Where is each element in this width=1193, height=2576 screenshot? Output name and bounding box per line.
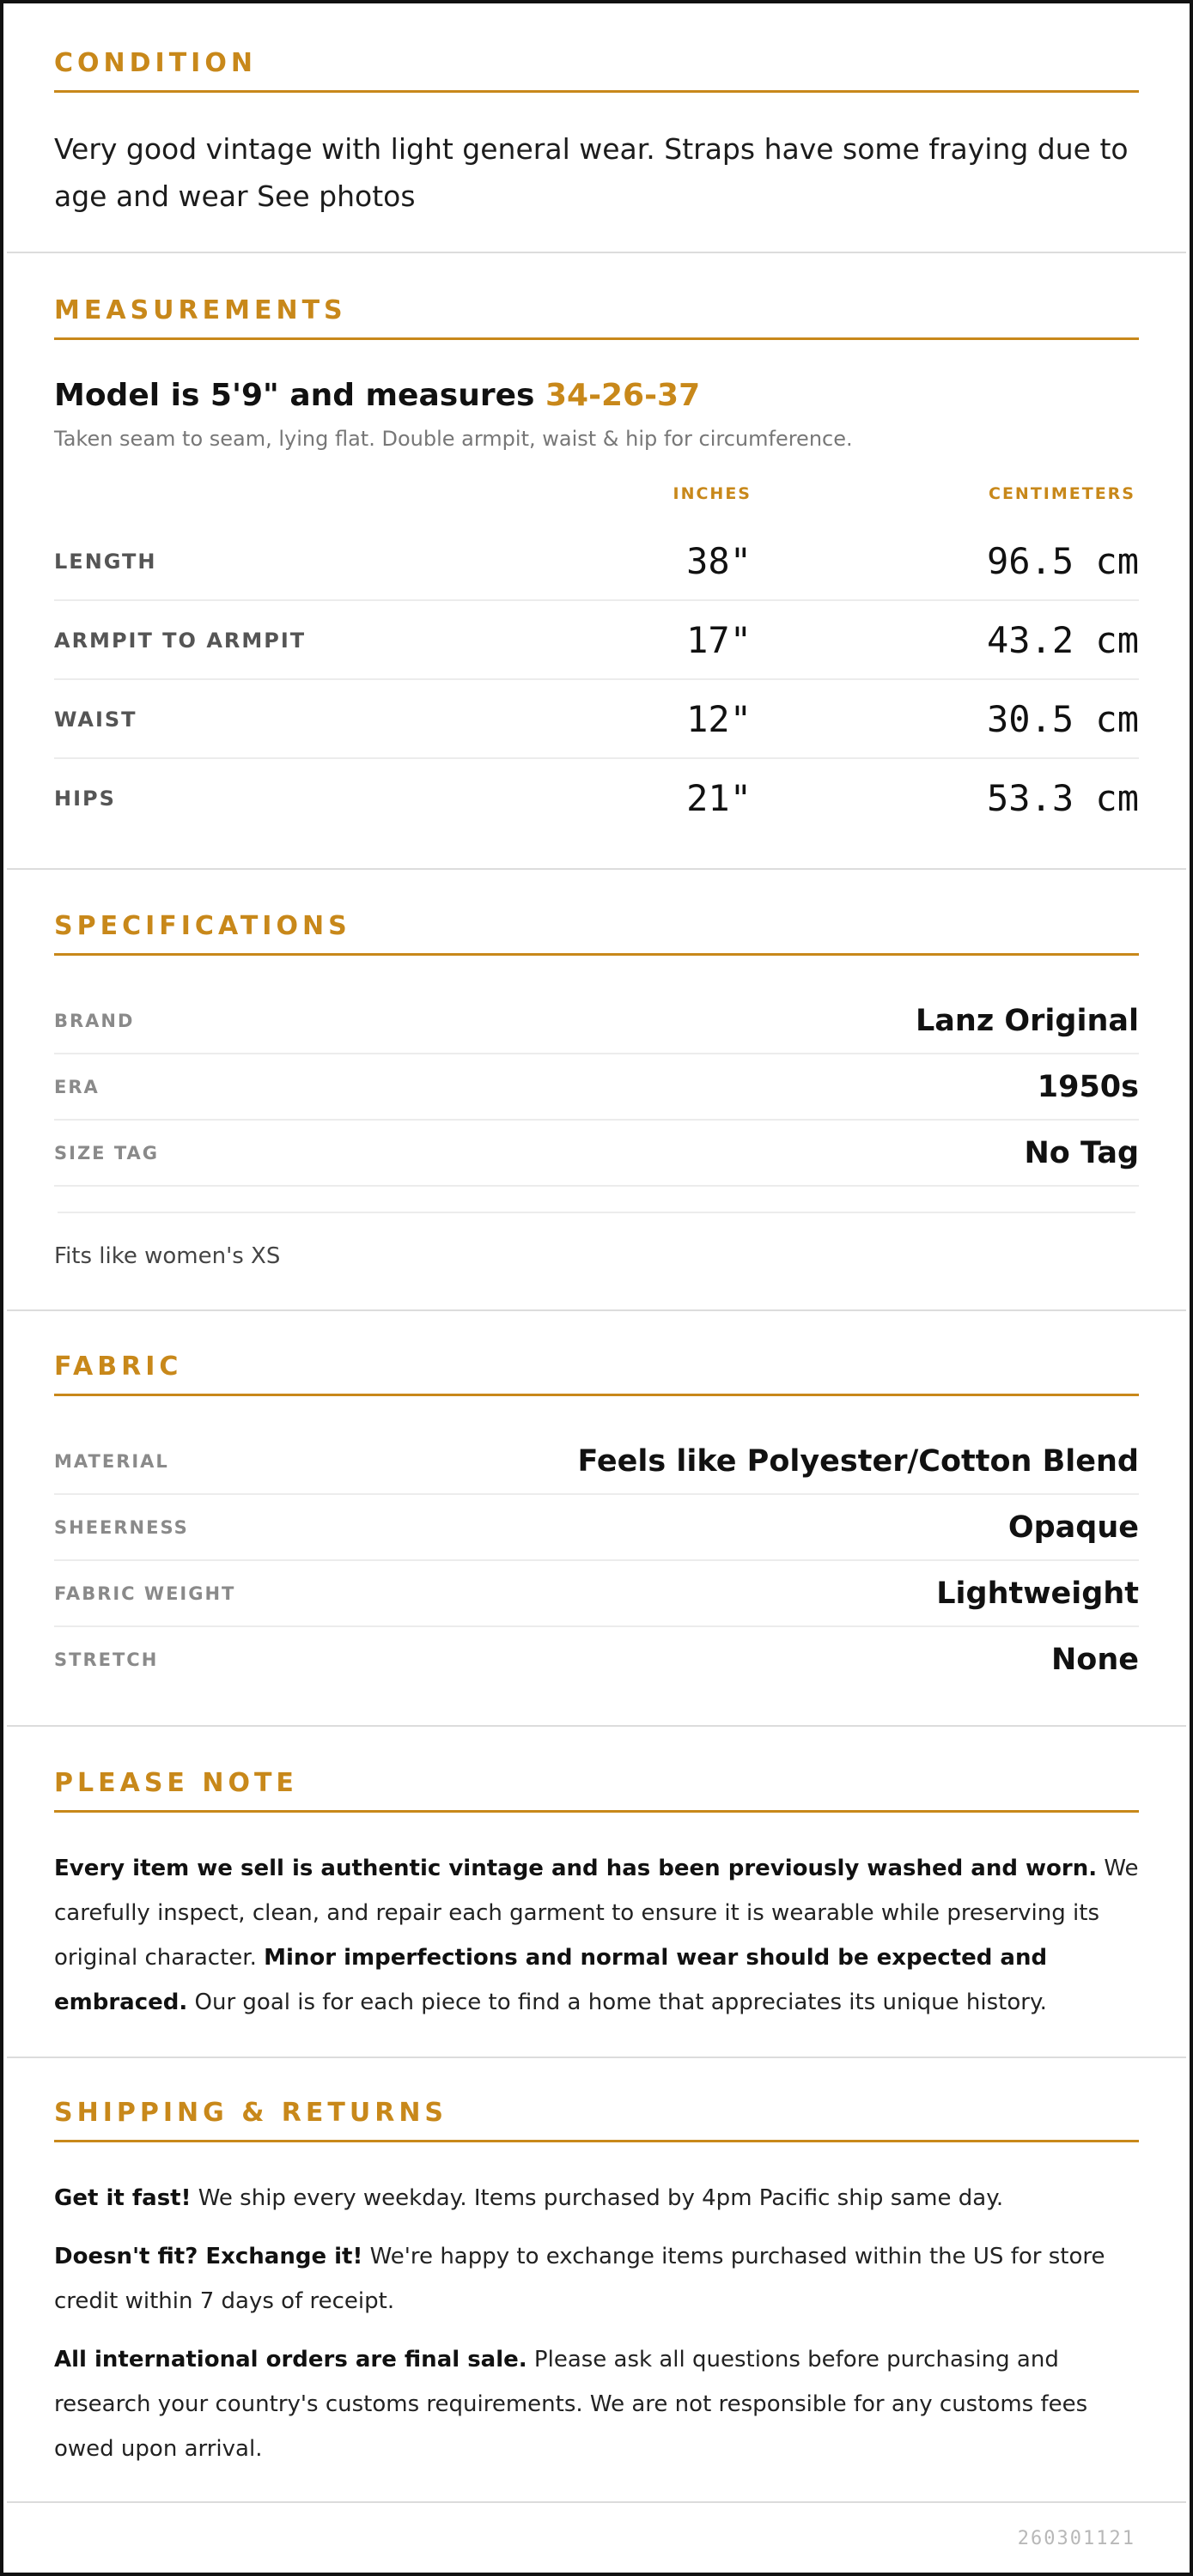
please-note-heading: PLEASE NOTE <box>54 1768 1139 1813</box>
shipping-text-1: We ship every weekday. Items purchased by 4pm Pacific ship same day. <box>191 2185 1004 2211</box>
fabric-value: Opaque <box>1007 1510 1139 1545</box>
measurement-centimeters: 30.5 cm <box>986 698 1139 740</box>
measurement-label: LENGTH <box>54 550 157 574</box>
section-divider <box>7 1309 1186 1311</box>
reference-code: 260301121 <box>1017 2528 1135 2549</box>
measurement-row <box>54 680 1139 759</box>
fabric-label: FABRIC WEIGHT <box>54 1583 236 1604</box>
section-divider <box>7 868 1186 870</box>
centimeters-column-header: CENTIMETERS <box>989 484 1135 503</box>
measurement-label: HIPS <box>54 787 116 811</box>
section-divider <box>7 1725 1186 1727</box>
spec-label: BRAND <box>54 1011 135 1031</box>
measurement-row <box>54 601 1139 680</box>
model-measurements <box>54 378 1139 413</box>
please-note-text-1: We carefully inspect, clean, and repair each garment to ensure it is wearable while preserving its original character. <box>54 1856 1139 1971</box>
fabric-row <box>54 1627 1139 1693</box>
please-note-text <box>54 1846 1139 2025</box>
section-divider <box>7 2501 1186 2503</box>
shipping-heading: SHIPPING & RETURNS <box>54 2098 1139 2142</box>
measurement-centimeters: 53.3 cm <box>986 777 1139 819</box>
spec-row <box>54 988 1139 1054</box>
spec-value: 1950s <box>1037 1070 1139 1104</box>
spec-row <box>54 1121 1139 1187</box>
shipping-bold-3: All international orders are final sale. <box>54 2347 527 2372</box>
measurement-label: ARMPIT TO ARMPIT <box>54 629 307 653</box>
shipping-paragraph-1 <box>54 2176 1139 2221</box>
measurement-note: Taken seam to seam, lying flat. Double armpit, waist & hip for circumference. <box>54 427 853 451</box>
fabric-heading: FABRIC <box>54 1352 1139 1396</box>
fabric-value: Lightweight <box>936 1577 1139 1611</box>
shipping-paragraph-2 <box>54 2234 1139 2324</box>
shipping-bold-1: Get it fast! <box>54 2185 192 2211</box>
measurement-inches: 12" <box>686 698 752 740</box>
fabric-row <box>54 1429 1139 1495</box>
please-note-bold-2: Minor imperfections and normal wear should be expected and embraced. <box>54 1945 1048 2015</box>
fabric-label: MATERIAL <box>54 1451 169 1472</box>
shipping-text-3: Please ask all questions before purchasing and research your country's customs requirements. We are not responsible for any customs fees owed upon arrival. <box>54 2347 1088 2462</box>
fabric-label: SHEERNESS <box>54 1517 189 1538</box>
measurement-inches: 17" <box>686 619 752 661</box>
shipping-paragraph-3 <box>54 2337 1139 2471</box>
spec-row <box>54 1054 1139 1121</box>
model-prefix: Model is 5'9" and measures <box>54 378 545 413</box>
measurement-row <box>54 522 1139 601</box>
fabric-row <box>54 1495 1139 1561</box>
shipping-text-2: We're happy to exchange items purchased within the US for store credit within 7 days of receipt. <box>54 2244 1105 2314</box>
fabric-value: Feels like Polyester/Cotton Blend <box>577 1444 1139 1479</box>
spec-value: Lanz Original <box>916 1004 1139 1038</box>
measurement-centimeters: 96.5 cm <box>986 540 1139 582</box>
spec-label: ERA <box>54 1077 100 1097</box>
shipping-bold-2: Doesn't fit? Exchange it! <box>54 2244 363 2269</box>
specifications-heading: SPECIFICATIONS <box>54 911 1139 956</box>
measurement-centimeters: 43.2 cm <box>986 619 1139 661</box>
fabric-row <box>54 1561 1139 1627</box>
measurement-inches: 38" <box>686 540 752 582</box>
condition-text: Very good vintage with light general wear. Straps have some fraying due to age and wear See photos <box>54 132 1129 213</box>
fabric-label: STRETCH <box>54 1649 159 1670</box>
spec-label: SIZE TAG <box>54 1143 160 1163</box>
spec-value: No Tag <box>1024 1136 1139 1170</box>
measurements-heading: MEASUREMENTS <box>54 295 1139 340</box>
inches-column-header: INCHES <box>673 484 752 503</box>
measurement-label: WAIST <box>54 708 137 732</box>
section-divider <box>7 252 1186 253</box>
section-divider <box>7 2057 1186 2058</box>
condition-heading: CONDITION <box>54 48 1139 93</box>
fit-note: Fits like women's XS <box>54 1243 281 1269</box>
fit-divider <box>58 1212 1135 1213</box>
fabric-value: None <box>1051 1643 1139 1677</box>
measurement-inches: 21" <box>686 777 752 819</box>
please-note-text-2: Our goal is for each piece to find a home that appreciates its unique history. <box>187 1990 1047 2015</box>
please-note-bold-1: Every item we sell is authentic vintage and has been previously washed and worn. <box>54 1856 1098 1881</box>
measurement-row <box>54 759 1139 838</box>
model-measure-value: 34-26-37 <box>545 378 701 413</box>
